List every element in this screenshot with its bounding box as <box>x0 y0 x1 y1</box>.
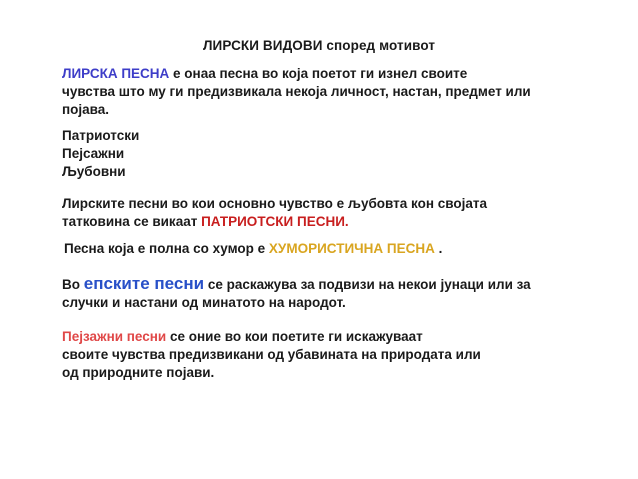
lyric-definition-line-1 <box>62 65 531 83</box>
lyric-definition-line-2: чувства што му ги предизвикала некоја личност, настан, предмет или <box>62 84 531 99</box>
song-type-item: Љубовни <box>62 164 126 179</box>
epic-line-2: случки и настани од минатото на народот. <box>62 295 346 310</box>
landscape-song-definition <box>62 328 481 382</box>
humor-prefix: Песна која е полна со хумор е <box>64 241 269 256</box>
humorous-song-term: ХУМОРИСТИЧНА ПЕСНА <box>268 241 435 256</box>
patriotic-song-term: ПАТРИОТСКИ ПЕСНИ. <box>201 214 349 229</box>
patriotic-prefix: татковина се викаат <box>62 214 202 229</box>
patriotic-song-definition <box>62 195 487 231</box>
song-type-item: Патриотски <box>62 128 140 143</box>
lyric-definition-text: е онаа песна во која поетот ги изнел своите <box>169 66 468 81</box>
song-type-item: Пејсажни <box>62 146 125 161</box>
landscape-line-3: од природните појави. <box>62 365 215 380</box>
epic-text: се раскажува за подвизи на некои јунаци или за <box>204 277 531 292</box>
epic-line-1 <box>62 275 531 294</box>
epic-song-term: епските песни <box>83 274 205 293</box>
landscape-line-2: своите чувства предизвикани од убавината на природата или <box>62 347 481 362</box>
humorous-song-definition <box>64 240 442 258</box>
landscape-song-term: Пејзажни песни <box>62 329 167 344</box>
song-types-list <box>62 127 139 181</box>
patriotic-line-2 <box>62 213 487 231</box>
landscape-line-1 <box>62 328 481 346</box>
lyric-song-term: ЛИРСКА ПЕСНА <box>62 66 170 81</box>
epic-song-definition <box>62 275 531 312</box>
patriotic-line-1: Лирските песни во кои основно чувство е љубовта кон својата <box>62 196 488 211</box>
epic-prefix: Во <box>62 277 84 292</box>
lyric-definition-line-3: појава. <box>62 102 110 117</box>
slide-title: ЛИРСКИ ВИДОВИ според мотивот <box>202 38 436 53</box>
humor-suffix: . <box>434 241 443 256</box>
lyric-song-definition <box>62 65 531 119</box>
landscape-text: се оние во кои поетите ги искажуваат <box>166 329 423 344</box>
